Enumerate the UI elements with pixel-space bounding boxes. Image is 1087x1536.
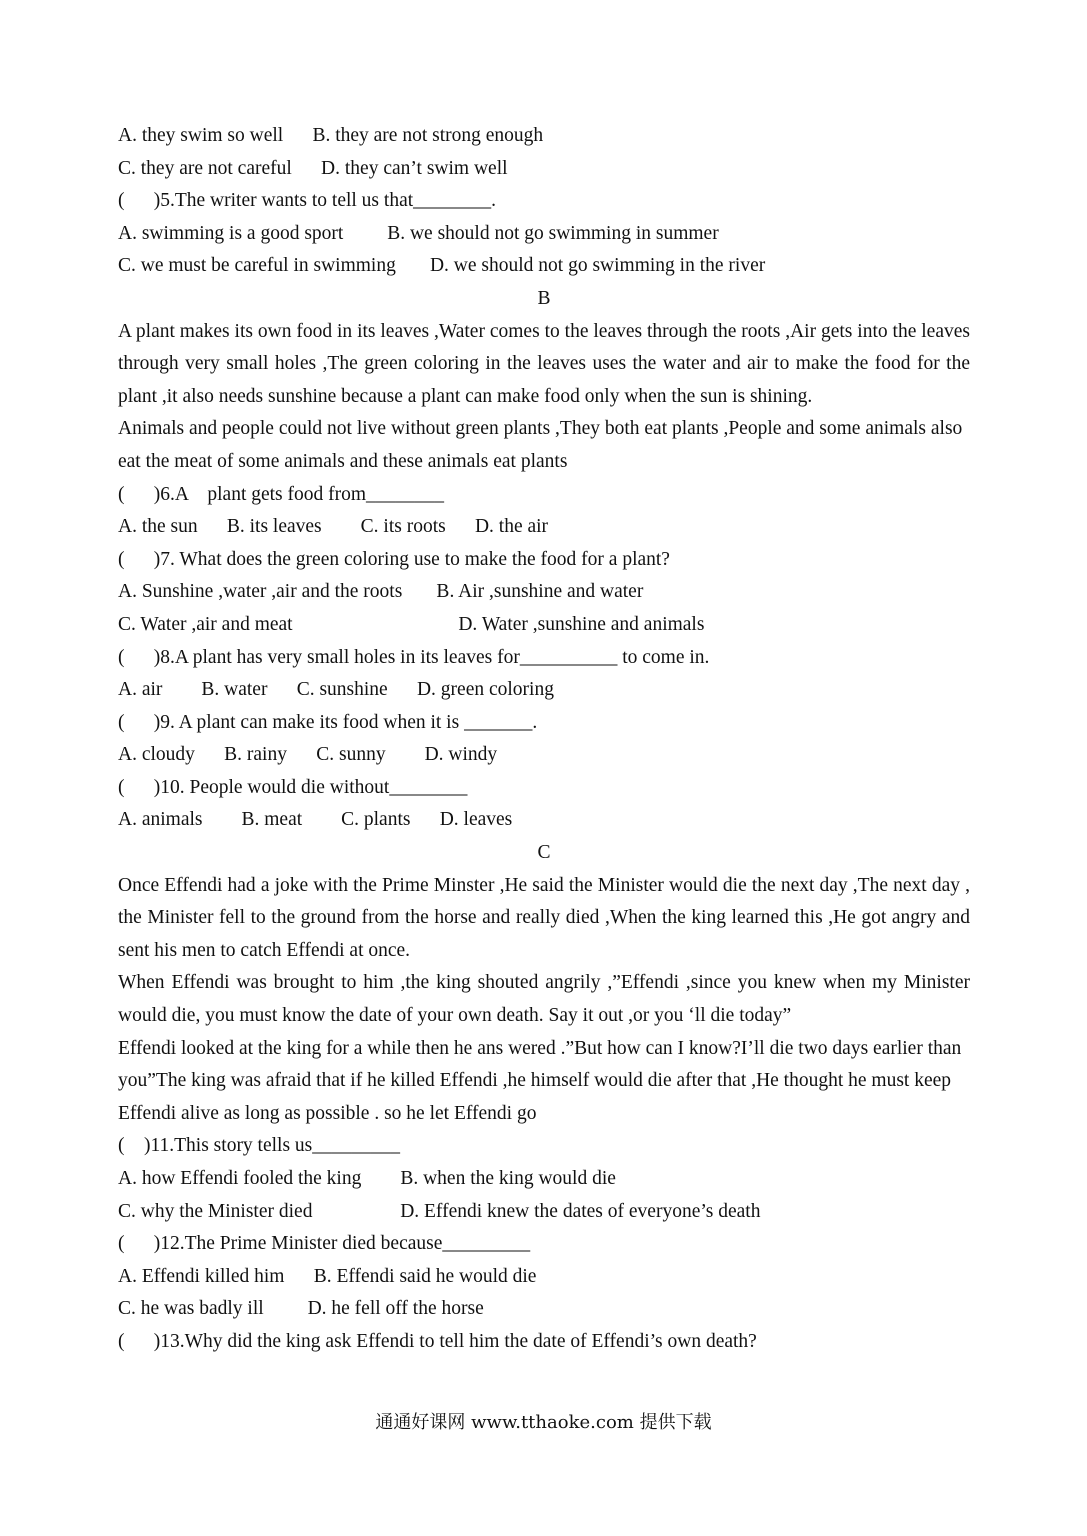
section-b-heading: B xyxy=(537,287,551,309)
answer-options-line: C. why the Minister died D. Effendi knew the dates of everyone’s death xyxy=(118,1200,761,1222)
answer-options-line: A. the sun B. its leaves C. its roots D. the air xyxy=(118,516,549,538)
answer-options-line: A. they swim so well B. they are not strong enough xyxy=(118,125,544,146)
section-c-paragraph-2: When Effendi was brought to him ,the king shouted angrily ,”Effendi ,since you knew when my Minister would die, you must know the date of your own death. Say it out ,or you ‘ll die today” xyxy=(118,972,970,1027)
answer-options-line: A. swimming is a good sport B. we should not go swimming in summer xyxy=(118,222,719,244)
question-10: ( )10. People would die without________ xyxy=(118,776,468,798)
answer-options-line: C. he was badly ill D. he fell off the horse xyxy=(118,1298,484,1320)
section-b-paragraph-2: Animals and people could not live without green plants ,They both eat plants ,People and some animals also eat the meat of some animals and these animals eat plants xyxy=(118,418,963,472)
page-footer: 通通好课网 www.tthaoke.com 提供下载 xyxy=(375,1412,712,1433)
answer-options-line: A. Effendi killed him B. Effendi said he would die xyxy=(118,1265,537,1287)
question-9: ( )9. A plant can make its food when it is _______. xyxy=(118,711,538,733)
question-5: ( )5.The writer wants to tell us that________. xyxy=(118,190,497,212)
answer-options-line: A. how Effendi fooled the king B. when the king would die xyxy=(118,1168,616,1189)
question-6: ( )6.A plant gets food from________ xyxy=(118,483,445,505)
question-11: ( )11.This story tells us_________ xyxy=(118,1135,401,1157)
section-b-paragraph-1: A plant makes its own food in its leaves ,Water comes to the leaves through the roots ,Air gets into the leaves through very small holes ,The green coloring in the leaves uses the water and air to make the food for the plant ,it also needs sunshine because a plant can make food only when the sun is shining. xyxy=(118,320,970,407)
answer-options-line: C. we must be careful in swimming D. we should not go swimming in the river xyxy=(118,255,766,277)
question-13: ( )13.Why did the king ask Effendi to tell him the date of Effendi’s own death? xyxy=(118,1330,757,1352)
section-c-paragraph-3: Effendi looked at the king for a while then he ans wered .”But how can I know?I’ll die two days earlier than you”The king was afraid that if he killed Effendi ,he himself would die after that ,He thought he must keep Effendi alive as long as possible . so he let Effendi go xyxy=(118,1037,962,1124)
section-c-paragraph-1: Once Effendi had a joke with the Prime Minster ,He said the Minister would die the next day ,The next day , the Minister fell to the ground from the horse and really died ,When the king learned this ,He got angry and sent his men to catch Effendi at once. xyxy=(118,874,970,961)
answer-options-line: C. they are not careful D. they can’t swim well xyxy=(118,157,508,179)
answer-options-line: A. animals B. meat C. plants D. leaves xyxy=(118,809,513,831)
answer-options-line: A. cloudy B. rainy C. sunny D. windy xyxy=(118,744,498,766)
answer-options-line: C. Water ,air and meat D. Water ,sunshine and animals xyxy=(118,613,705,635)
question-8: ( )8.A plant has very small holes in its leaves for__________ to come in. xyxy=(118,646,710,668)
section-c-heading: C xyxy=(537,842,551,864)
answer-options-line: A. Sunshine ,water ,air and the roots B. Air ,sunshine and water xyxy=(118,581,644,603)
answer-options-line: A. air B. water C. sunshine D. green coloring xyxy=(118,679,554,701)
question-12: ( )12.The Prime Minister died because_________ xyxy=(118,1233,531,1255)
question-7: ( )7. What does the green coloring use to make the food for a plant? xyxy=(118,548,670,570)
document-body xyxy=(118,120,970,1359)
